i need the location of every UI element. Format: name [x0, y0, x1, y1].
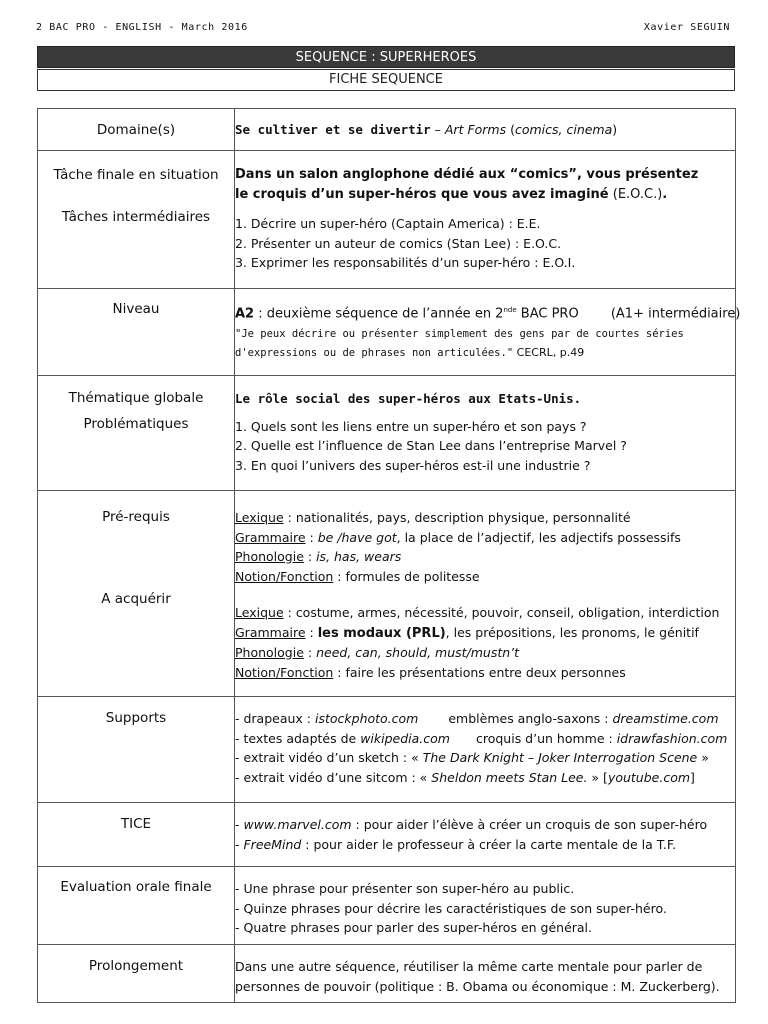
prereq-grammaire: Grammaire : be /have got, la place de l’adjectif, les adjectifs possessifs	[235, 529, 681, 545]
row-tice	[38, 803, 736, 867]
supports-line3: - extrait vidéo d’un sketch : « The Dark Knight – Joker Interrogation Scene »	[235, 750, 709, 765]
value-tice	[235, 803, 736, 867]
tice-line2: - FreeMind : pour aider le professeur à créer la carte mentale de la T.F.	[235, 836, 677, 852]
supports-line4: - extrait vidéo d’une sitcom : « Sheldon meets Stan Lee. » [youtube.com]	[235, 769, 695, 785]
problematique-item: 2. Quelle est l’influence de Stan Lee dans l’entreprise Marvel ?	[235, 438, 627, 453]
row-thematique	[38, 376, 736, 491]
tache-item: 2. Présenter un auteur de comics (Stan Lee) : E.O.C.	[235, 235, 562, 251]
label-supports-text: Supports	[105, 710, 167, 726]
prereq-phonologie: Phonologie : is, has, wears	[235, 549, 402, 564]
acq-notion: Notion/Fonction : faire les présentations entre deux personnes	[235, 664, 626, 680]
niveau-quote-line2	[235, 343, 735, 362]
evaluation-item: - Quatre phrases pour parler des super-héros en général.	[235, 920, 593, 935]
supports-link: wikipedia.com	[360, 730, 450, 746]
domaine-line	[235, 120, 735, 140]
label-taches-inter: Tâches intermédiaires	[61, 209, 211, 225]
label-tice-text: TICE	[120, 816, 152, 832]
page-title: SEQUENCE : SUPERHEROES	[37, 46, 735, 68]
prolongement-line1: Dans une autre séquence, réutiliser la même carte mentale pour parler de	[235, 959, 703, 974]
domaine-main: Se cultiver et se divertir	[235, 122, 431, 137]
acq-phonologie: Phonologie : need, can, should, must/mustn’t	[235, 645, 520, 660]
tache-final-dot: .	[662, 186, 668, 202]
label-niveau-text: Niveau	[112, 301, 160, 317]
acq-text: faire les présentations entre deux personnes	[345, 664, 626, 680]
supports-link: dreamstime.com	[612, 711, 719, 726]
acq-grammaire: Grammaire : les modaux (PRL), les prépositions, les pronoms, le génitif	[235, 624, 699, 641]
supports-link: istockphoto.com	[314, 711, 419, 726]
row-prolongement	[38, 945, 736, 1003]
value-evaluation	[235, 867, 736, 945]
label-prerequis	[38, 491, 235, 697]
domaine-paren-close: )	[612, 122, 618, 137]
row-niveau	[38, 289, 736, 376]
value-prolongement	[235, 945, 736, 1003]
prereq-text: formules de politesse	[345, 568, 480, 584]
niveau-desc-b: BAC PRO	[516, 306, 579, 322]
label-spacer	[38, 183, 234, 209]
label-domaine	[38, 109, 235, 151]
domaine-items: comics, cinema	[514, 122, 613, 137]
label-prolongement	[38, 945, 235, 1003]
acq-italic: need, can, should, must/mustn’t	[316, 645, 520, 660]
sequence-table	[37, 108, 741, 1003]
prereq-notion: Notion/Fonction : formules de politesse	[235, 568, 480, 584]
niveau-ref: CECRL, p.49	[513, 345, 585, 359]
problematique-item: 3. En quoi l’univers des super-héros est-il une industrie ?	[235, 457, 591, 473]
prereq-key: Grammaire	[235, 529, 306, 545]
niveau-line	[235, 301, 741, 324]
header-left: 2 BAC PRO - ENGLISH - March 2016	[36, 22, 248, 33]
label-thematique-text: Thématique globale	[68, 390, 204, 406]
label-tache	[38, 151, 235, 289]
prolongement-line2: personnes de pouvoir (politique : B. Obama ou économique : M. Zuckerberg).	[235, 978, 720, 994]
supports-line2: - textes adaptés de wikipedia.com croquis d’un homme : idrawfashion.com	[235, 730, 728, 746]
niveau-quote2: d'expressions ou de phrases non articulées."	[235, 346, 514, 359]
value-tache	[235, 151, 736, 289]
acq-key: Grammaire	[235, 624, 306, 640]
page-subtitle: FICHE SEQUENCE	[37, 69, 735, 91]
label-evaluation-text: Evaluation orale finale	[60, 879, 212, 895]
prereq-key: Lexique	[235, 510, 284, 525]
niveau-sup: nde	[503, 306, 517, 314]
acq-lexique: Lexique : costume, armes, nécessité, pouvoir, conseil, obligation, interdiction	[235, 605, 720, 620]
niveau-extra: (A1+ intermédiaire)	[610, 306, 741, 322]
label-prerequis-text: Pré-requis	[102, 509, 170, 525]
thematique-theme: Le rôle social des super-héros aux Etats-Unis.	[235, 391, 582, 406]
label-domaine-text: Domaine(s)	[96, 122, 176, 138]
supports-video: The Dark Knight – Joker Interrogation Scene	[422, 750, 698, 765]
tice-link: www.marvel.com	[243, 817, 352, 832]
label-tache-final: Tâche finale en situation	[53, 167, 219, 183]
acq-bold: les modaux (PRL)	[317, 625, 446, 641]
supports-video: Sheldon meets Stan Lee.	[431, 769, 588, 785]
row-evaluation	[38, 867, 736, 945]
value-prerequis	[235, 491, 736, 697]
label-thematique	[38, 376, 235, 491]
label-tice	[38, 803, 235, 867]
header-author: Xavier SEGUIN	[643, 22, 730, 33]
prereq-text: , la place de l’adjectif, les adjectifs possessifs	[396, 529, 681, 545]
value-domaine	[235, 109, 736, 151]
prereq-italic: is, has, wears	[316, 549, 402, 564]
prereq-key: Notion/Fonction	[235, 568, 334, 584]
evaluation-item: - Quinze phrases pour décrire les caractéristiques de son super-héro.	[235, 900, 667, 916]
tache-item: 3. Exprimer les responsabilités d’un super-héro : E.O.I.	[235, 255, 576, 270]
acq-text: costume, armes, nécessité, pouvoir, conseil, obligation, interdiction	[295, 605, 720, 620]
tache-final-line2	[235, 185, 735, 205]
label-evaluation	[38, 867, 235, 945]
label-prolongement-text: Prolongement	[88, 958, 184, 974]
domaine-art: Art Forms	[444, 122, 507, 137]
tache-item: 1. Décrire un super-héro (Captain America) : E.E.	[235, 216, 541, 231]
label-problematiques: Problématiques	[83, 416, 189, 432]
acq-key: Notion/Fonction	[235, 664, 334, 680]
value-supports	[235, 697, 736, 803]
niveau-level: A2	[235, 306, 255, 322]
domaine-dash: –	[430, 122, 445, 137]
value-niveau	[235, 289, 741, 376]
acq-text: , les prépositions, les pronoms, le génitif	[445, 624, 699, 640]
acq-key: Phonologie	[235, 645, 304, 660]
supports-link: idrawfashion.com	[616, 730, 728, 746]
prereq-key: Phonologie	[235, 549, 304, 564]
tice-line1: - www.marvel.com : pour aider l’élève à créer un croquis de son super-héro	[235, 817, 708, 832]
label-niveau	[38, 289, 235, 376]
tache-final-line1: Dans un salon anglophone dédié aux “comics”, vous présentez	[235, 167, 699, 182]
prereq-lexique: Lexique : nationalités, pays, description physique, personnalité	[235, 510, 631, 525]
value-thematique	[235, 376, 736, 491]
row-prerequis	[38, 491, 736, 697]
supports-line1: - drapeaux : istockphoto.com emblèmes anglo-saxons : dreamstime.com	[235, 711, 719, 726]
row-tache	[38, 151, 736, 289]
domaine-paren-open: (	[506, 122, 515, 137]
problematique-item: 1. Quels sont les liens entre un super-héro et son pays ?	[235, 418, 587, 434]
tache-final-line2a: le croquis d’un super-héros que vous avez imaginé	[235, 186, 609, 202]
prereq-text: nationalités, pays, description physique, personnalité	[295, 510, 631, 525]
label-acquerir: A acquérir	[101, 591, 171, 607]
niveau-desc-a: : deuxième séquence de l’année en 2	[254, 306, 504, 322]
row-domaine	[38, 109, 736, 151]
prereq-italic: be /have got	[317, 529, 397, 545]
row-supports	[38, 697, 736, 803]
niveau-quote1: "Je peux décrire ou présenter simplement des gens par de courtes séries	[235, 327, 684, 340]
acq-key: Lexique	[235, 605, 284, 620]
supports-link: youtube.com	[607, 769, 691, 785]
label-supports	[38, 697, 235, 803]
tice-tool: FreeMind	[243, 836, 302, 852]
evaluation-item: - Une phrase pour présenter son super-héro au public.	[235, 881, 575, 896]
tache-final-eoc: (E.O.C.)	[608, 186, 663, 202]
